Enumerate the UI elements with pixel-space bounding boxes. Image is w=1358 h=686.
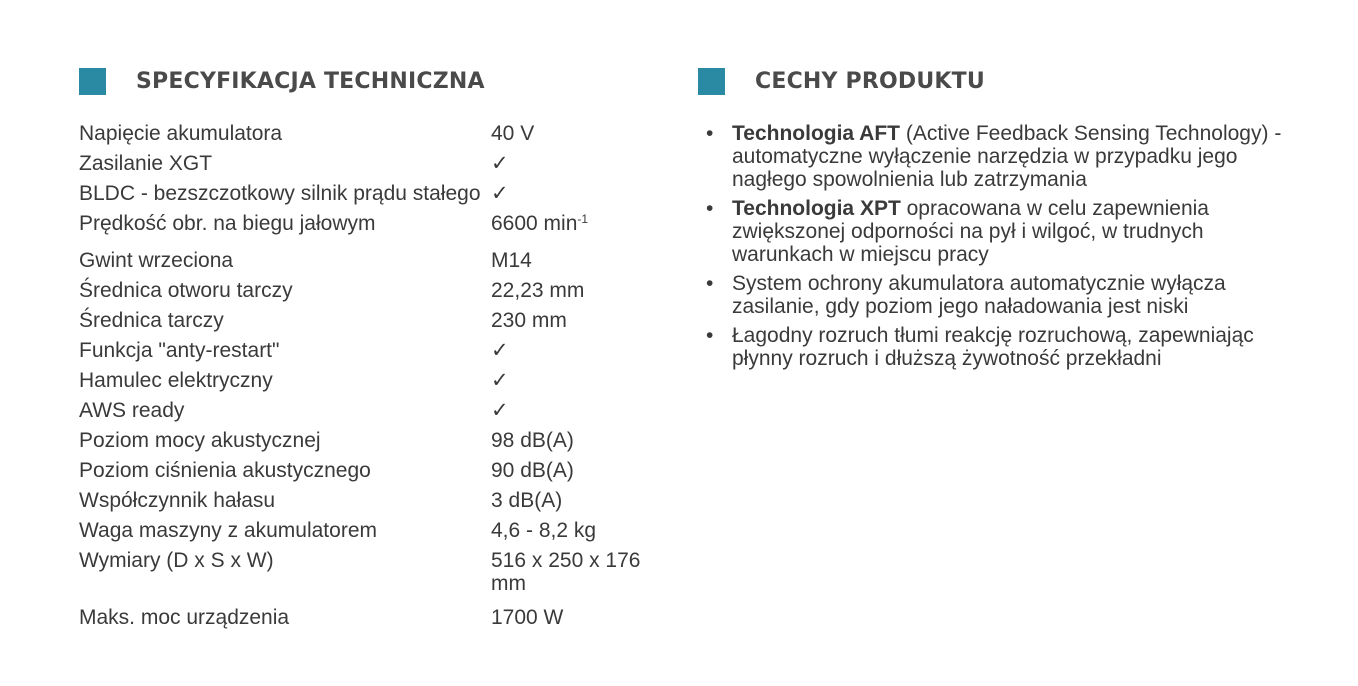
- spec-value-text: 40 V: [491, 122, 535, 145]
- spec-value: [491, 279, 671, 302]
- feature-item: [698, 197, 1308, 266]
- spec-row: [79, 549, 679, 595]
- feature-text: Łagodny rozruch tłumi reakcję rozruchową, zapewniając płynny rozruch i dłuższą żywotność przekładni: [732, 324, 1254, 370]
- bullet-icon: •: [706, 324, 714, 347]
- spec-value: [491, 152, 671, 175]
- spec-value: [491, 489, 671, 512]
- spec-label: AWS ready: [79, 399, 185, 422]
- spec-value: [491, 399, 671, 422]
- feature-item: [698, 122, 1308, 191]
- spec-value-text: ✓: [491, 182, 509, 205]
- spec-value: [491, 249, 671, 272]
- spec-value-text: 230 mm: [491, 309, 567, 332]
- spec-row: [79, 182, 679, 205]
- spec-value: [491, 122, 671, 145]
- spec-value-text: 1700 W: [491, 606, 564, 629]
- spec-row: [79, 489, 679, 512]
- features-list: [698, 122, 1308, 376]
- spec-label: Napięcie akumulatora: [79, 122, 283, 145]
- spec-label: BLDC - bezszczotkowy silnik prądu stałego: [79, 182, 481, 205]
- spec-row: [79, 459, 679, 482]
- spec-label: Waga maszyny z akumulatorem: [79, 519, 377, 542]
- spec-label: Średnica tarczy: [79, 309, 224, 332]
- spec-value-text: 3 dB(A): [491, 489, 563, 512]
- spec-table: [79, 122, 679, 636]
- spec-value: [491, 369, 671, 392]
- feature-text: opracowana w celu zapewnienia zwiększonej odporności na pył i wilgoć, w trudnych warunkach w miejscu pracy: [732, 197, 1209, 266]
- spec-label: Funkcja "anty-restart": [79, 339, 280, 362]
- spec-value-text: M14: [491, 249, 532, 272]
- section-marker-square: [698, 68, 725, 95]
- feature-bold-label: Technologia XPT: [732, 197, 901, 220]
- spec-value-text: ✓: [491, 399, 509, 422]
- spec-value: [491, 339, 671, 362]
- spec-row: [79, 309, 679, 332]
- bullet-icon: •: [706, 197, 714, 220]
- spec-label: Współczynnik hałasu: [79, 489, 276, 512]
- spec-value: [491, 459, 671, 482]
- spec-label: Hamulec elektryczny: [79, 369, 273, 392]
- spec-label: Zasilanie XGT: [79, 152, 213, 175]
- spec-value: [491, 212, 671, 235]
- spec-row: [79, 152, 679, 175]
- features-header: [698, 66, 1318, 96]
- feature-item: [698, 324, 1308, 370]
- spec-value-text: ✓: [491, 152, 509, 175]
- feature-bold-label: Technologia AFT: [732, 122, 900, 145]
- spec-value: [491, 606, 671, 629]
- spec-header: [79, 66, 679, 96]
- features-section: [698, 66, 1318, 370]
- spec-row: [79, 606, 679, 629]
- bullet-icon: •: [706, 122, 714, 145]
- spec-row: [79, 122, 679, 145]
- spec-row: [79, 519, 679, 542]
- spec-value-text: 98 dB(A): [491, 429, 574, 452]
- spec-label: Gwint wrzeciona: [79, 249, 234, 272]
- spec-value-text: 4,6 - 8,2 kg: [491, 519, 597, 542]
- spec-value-text: 90 dB(A): [491, 459, 574, 482]
- section-marker-square: [79, 68, 106, 95]
- spec-value: [491, 519, 671, 542]
- feature-item: [698, 272, 1308, 318]
- feature-text: System ochrony akumulatora automatycznie wyłącza zasilanie, gdy poziom jego naładowania jest niski: [732, 272, 1226, 318]
- spec-label: Maks. moc urządzenia: [79, 606, 290, 629]
- spec-row: [79, 399, 679, 422]
- features-title: CECHY PRODUKTU: [755, 68, 985, 94]
- spec-label: Poziom ciśnienia akustycznego: [79, 459, 371, 482]
- spec-label: Prędkość obr. na biegu jałowym: [79, 212, 376, 235]
- bullet-icon: •: [706, 272, 714, 295]
- spec-row: [79, 339, 679, 362]
- spec-label: Wymiary (D x S x W): [79, 549, 274, 572]
- spec-value: [491, 309, 671, 332]
- spec-value-text: ✓: [491, 369, 509, 392]
- spec-value-unit-exponent: -1: [577, 212, 589, 226]
- spec-value-text: 6600 min: [491, 212, 578, 235]
- spec-value: [491, 182, 671, 205]
- spec-value: [491, 549, 671, 595]
- spec-label: Średnica otworu tarczy: [79, 279, 293, 302]
- spec-section: [79, 66, 679, 629]
- spec-label: Poziom mocy akustycznej: [79, 429, 321, 452]
- spec-value: [491, 429, 671, 452]
- feature-text: (Active Feedback Sensing Technology) - automatyczne wyłączenie narzędzia w przypadku jego nagłego spowolnienia lub zatrzymania: [732, 122, 1282, 191]
- spec-value-text: 22,23 mm: [491, 279, 585, 302]
- spec-row: [79, 279, 679, 302]
- spec-row: [79, 369, 679, 392]
- spec-row: [79, 429, 679, 452]
- spec-row: [79, 249, 679, 272]
- spec-value-text: ✓: [491, 339, 509, 362]
- spec-value-text: 516 x 250 x 176 mm: [491, 549, 641, 595]
- spec-row: [79, 212, 679, 235]
- spec-title: SPECYFIKACJA TECHNICZNA: [136, 68, 485, 94]
